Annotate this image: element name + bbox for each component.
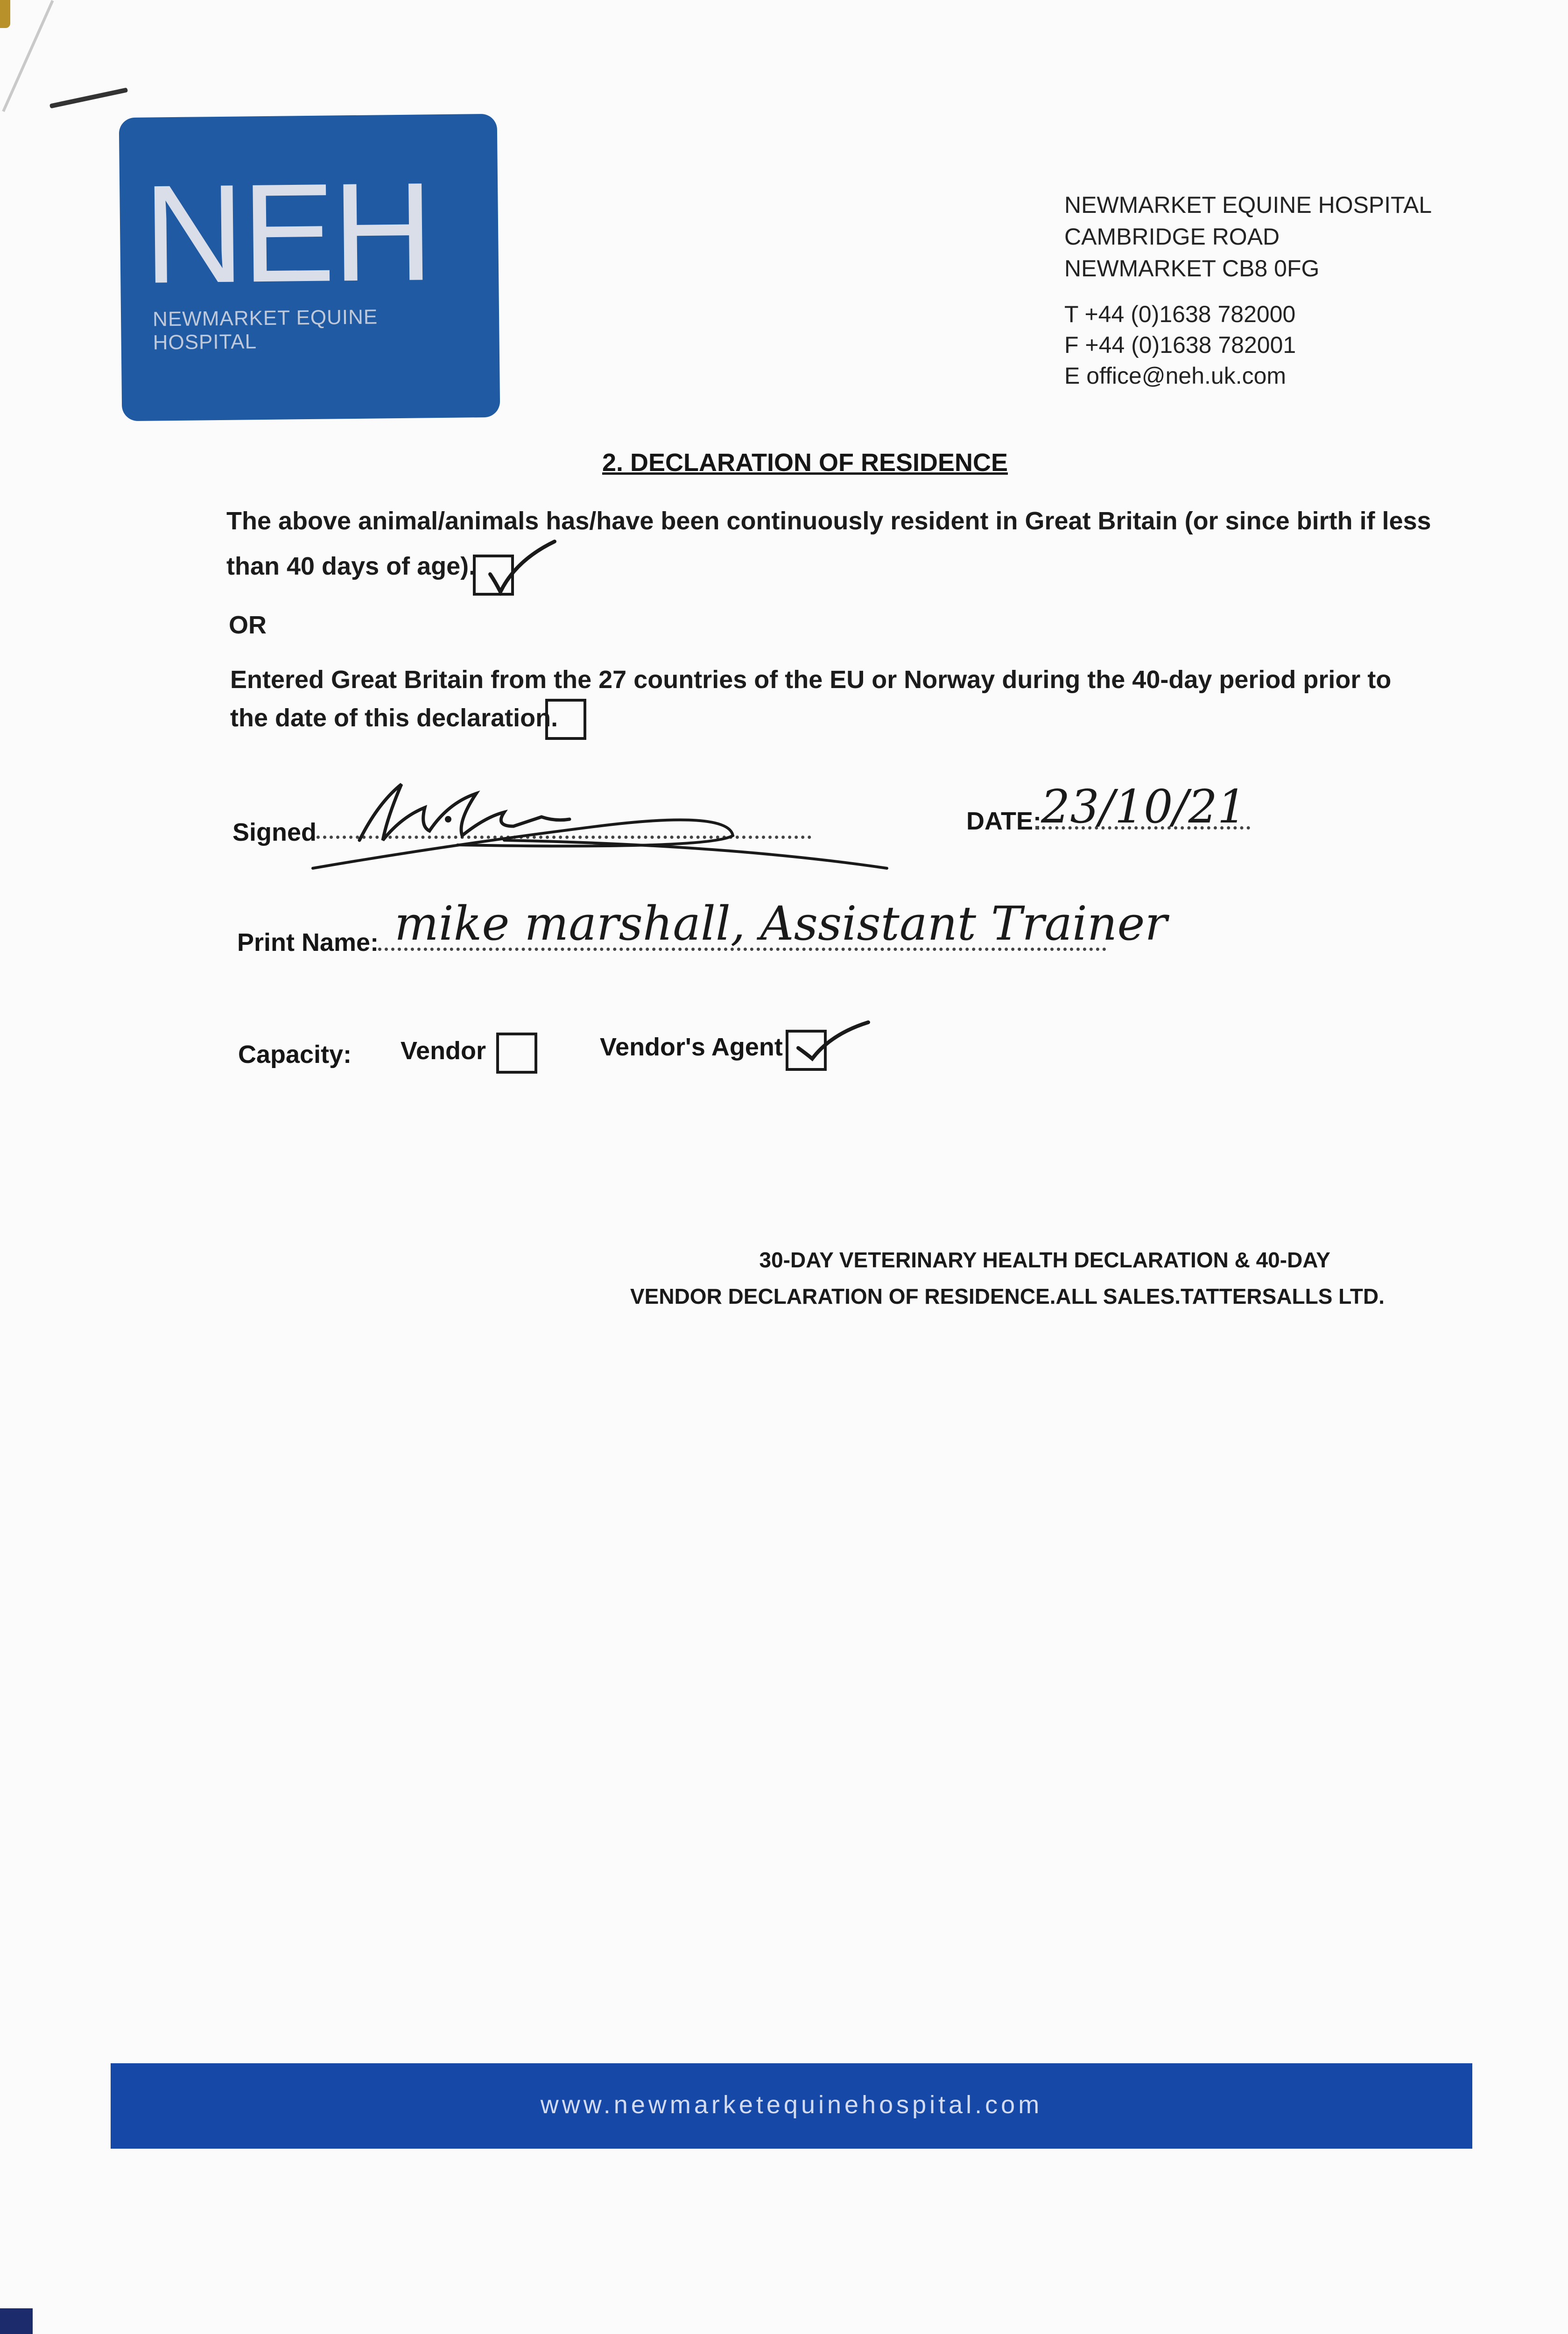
website-url: www.newmarketequinehospital.com [540, 2091, 1043, 2119]
capacity-label: Capacity: [238, 1040, 352, 1069]
residence-option-1-line-1: The above animal/animals has/have been continuously resident in Great Britain (or since birth if less [226, 507, 1431, 535]
scan-mark [49, 87, 128, 108]
option-2-checkbox[interactable] [545, 699, 586, 740]
scan-edge-artifact [0, 2308, 33, 2334]
footer-note-line-1: 30-DAY VETERINARY HEALTH DECLARATION & 40-DAY [759, 1248, 1330, 1272]
hospital-address [1064, 189, 1484, 284]
contact-details [1064, 299, 1484, 391]
vendor-checkbox[interactable] [496, 1033, 537, 1074]
print-name-label: Print Name: [237, 928, 379, 956]
signed-label: Signed [232, 818, 317, 846]
address-line-3: NEWMARKET CB8 0FG [1064, 255, 1320, 281]
neh-logo [119, 114, 500, 421]
declaration-footer-note [630, 1242, 1385, 1315]
email-address: E office@neh.uk.com [1064, 363, 1287, 389]
residence-option-1-line-2: than 40 days of age). [226, 552, 476, 580]
residence-option-2-line-2: the date of this declaration. [230, 704, 558, 732]
fax-number: F +44 (0)1638 782001 [1064, 332, 1296, 358]
vendors-agent-label: Vendor's Agent [600, 1033, 783, 1061]
date-value: 23/10/21 [1041, 780, 1247, 834]
section-title: 2. DECLARATION OF RESIDENCE [602, 449, 1008, 477]
option-1-checkmark-icon [471, 532, 560, 602]
footer-note-line-2: VENDOR DECLARATION OF RESIDENCE.ALL SALES.TATTERSALLS LTD. [630, 1284, 1385, 1308]
footer-bar [111, 2063, 1472, 2149]
date-label: DATE: [966, 807, 1041, 835]
vendors-agent-checkmark-icon [789, 1013, 878, 1074]
vendor-label: Vendor [401, 1037, 486, 1065]
scan-corner-artifact [0, 0, 10, 28]
address-line-1: NEWMARKET EQUINE HOSPITAL [1064, 192, 1432, 218]
address-line-2: CAMBRIDGE ROAD [1064, 224, 1280, 250]
handwritten-signature [308, 775, 896, 878]
logo-name: NEWMARKET EQUINE HOSPITAL [152, 305, 378, 354]
residence-option-2-line-1: Entered Great Britain from the 27 countries of the EU or Norway during the 40-day period prior to [230, 666, 1392, 694]
or-label: OR [229, 611, 267, 639]
print-name-value: mike marshall, Assistant Trainer [394, 896, 1167, 951]
phone-number: T +44 (0)1638 782000 [1064, 301, 1296, 327]
logo-initials: NEH [142, 153, 432, 313]
